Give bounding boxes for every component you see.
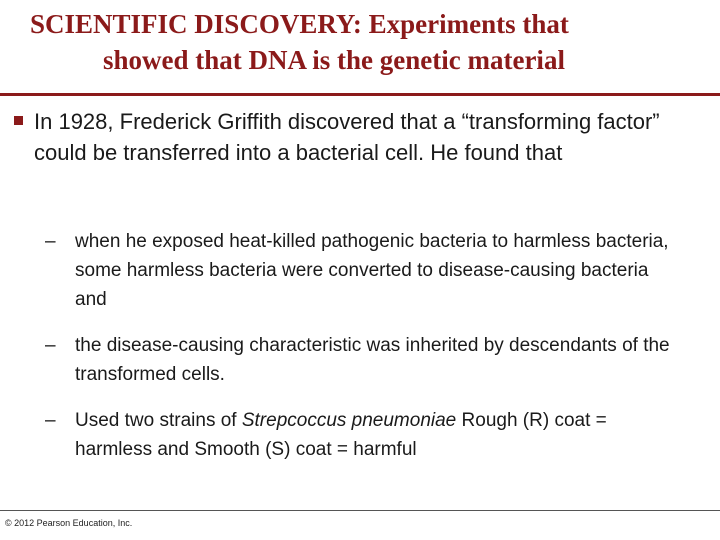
sub-bullet-text	[75, 406, 680, 464]
square-bullet-icon	[14, 116, 23, 125]
sub-bullet-text-end: Rough (R) coat = harmless and Smooth (S) coat = harmful	[75, 410, 607, 460]
slide-title-line-1: SCIENTIFIC DISCOVERY: Experiments that	[30, 9, 569, 39]
dash-bullet-icon: –	[45, 231, 56, 252]
sub-bullet-text: the disease-causing characteristic was inherited by descendants of the transformed cells.	[75, 335, 670, 385]
main-bullet-text: In 1928, Frederick Griffith discovered that a “transforming factor” could be transferred into a bacterial cell. He found that	[34, 109, 660, 165]
footer-divider	[0, 510, 720, 511]
sub-bullet-text-start: Used two strains of	[75, 410, 242, 431]
dash-bullet-icon: –	[45, 410, 56, 431]
title-divider	[0, 93, 720, 96]
slide-title-line-2: showed that DNA is the genetic material	[103, 45, 565, 75]
species-name: Strepcoccus pneumoniae	[241, 410, 457, 431]
dash-bullet-icon: –	[45, 335, 56, 356]
sub-bullet-text: when he exposed heat-killed pathogenic bacteria to harmless bacteria, some harmless bacteria were converted to disease-causing bacteria and	[75, 231, 669, 310]
copyright-footer: © 2012 Pearson Education, Inc.	[5, 518, 133, 528]
